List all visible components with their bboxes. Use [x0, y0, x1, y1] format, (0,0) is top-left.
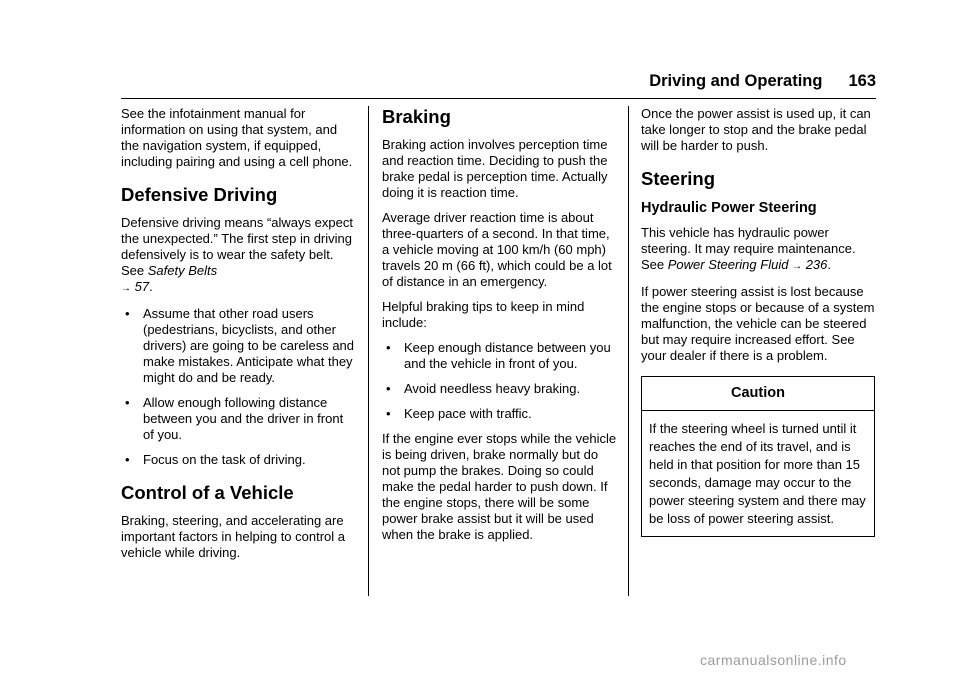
list-item-text: Focus on the task of driving. [143, 452, 306, 467]
watermark: carmanualsonline.info [700, 652, 847, 668]
bullet-icon: • [386, 406, 391, 421]
page-ref-arrow-icon: → [792, 261, 803, 272]
defensive-text: Defensive driving means “always expect the unexpected.” The first step in driving defensively is to wear the safety belt. See [121, 215, 353, 278]
control-paragraph: Braking, steering, and accelerating are important factors in helping to control a vehicle while driving. [121, 513, 346, 560]
link-power-steering-fluid-label: Power Steering Fluid [667, 257, 789, 272]
intro-paragraph: See the infotainment manual for information on using that system, and the navigation system, if equipped, including pairing and using a cell phone. [121, 106, 353, 169]
link-safety-belts-page: 57 [134, 279, 150, 294]
list-item [121, 452, 357, 468]
bullet-icon: • [386, 381, 391, 396]
bullet-icon: • [125, 306, 130, 321]
sentence-period: . [827, 257, 832, 272]
power-assist-paragraph: Once the power assist is used up, it can take longer to stop and the brake pedal will be harder to push. [641, 106, 871, 153]
list-item-text: Allow enough following distance between you and the driver in front of you. [143, 395, 344, 442]
bullet-icon: • [125, 395, 130, 410]
defensive-bullet-list [121, 306, 357, 468]
braking-bullet-list [382, 340, 618, 422]
column-2 [382, 106, 618, 552]
link-power-steering-fluid-page: 236 [805, 257, 828, 272]
caution-box [641, 376, 875, 537]
list-item-text: Keep pace with traffic. [404, 406, 532, 421]
caution-title: Caution [642, 377, 874, 411]
list-item [121, 395, 357, 443]
hydraulic-text: This vehicle has hydraulic power steering. It may require maintenance. See [641, 225, 856, 272]
assist-lost-paragraph: If power steering assist is lost because the engine stops or because of a system malfunction, the vehicle can be steered but may require increased effort. See your dealer if there is a problem. [641, 284, 875, 363]
page-header [600, 72, 876, 96]
bullet-icon: • [386, 340, 391, 355]
heading-control-of-vehicle: Control of a Vehicle [121, 482, 294, 503]
column-1 [121, 106, 357, 570]
column-divider-2 [628, 106, 629, 596]
heading-hydraulic-power-steering: Hydraulic Power Steering [641, 200, 817, 216]
link-safety-belts-label: Safety Belts [147, 263, 218, 278]
list-item [382, 340, 618, 372]
heading-braking: Braking [382, 106, 451, 127]
column-3 [641, 106, 877, 537]
page-ref-arrow-icon: → [121, 283, 131, 294]
list-item [121, 306, 357, 386]
heading-steering: Steering [641, 168, 716, 189]
link-power-steering-fluid[interactable] [668, 257, 828, 272]
column-divider-1 [368, 106, 369, 596]
list-item [382, 406, 618, 422]
caution-text: If the steering wheel is turned until it reaches the end of its travel, and is held in that position for more than 15 seconds, damage may occur to the power steering system and there may be loss of power steering assist. [649, 421, 866, 526]
braking-paragraph-4: If the engine ever stops while the vehicle is being driven, brake normally but do not pump the brakes. Doing so could make the pedal harder to push down. If the engine stops, there will be some power brake assist but it will be used when the brake is applied. [382, 431, 617, 542]
hydraulic-paragraph [641, 225, 877, 275]
bullet-icon: • [125, 452, 130, 467]
list-item [382, 381, 618, 397]
section-title: Driving and Operating [649, 72, 823, 90]
header-divider [121, 98, 876, 99]
heading-defensive-driving: Defensive Driving [121, 184, 278, 205]
list-item-text: Assume that other road users (pedestrians, bicyclists, and other drivers) are going to be careless and make mistakes. Anticipate what they might do and be ready. [143, 306, 355, 385]
list-item-text: Avoid needless heavy braking. [404, 381, 581, 396]
defensive-paragraph [121, 215, 357, 297]
page-number: 163 [848, 72, 876, 90]
sentence-period: . [149, 279, 153, 294]
braking-paragraph-2: Average driver reaction time is about three-quarters of a second. In that time, a vehicle moving at 100 km/h (60 mph) travels 20 m (66 ft), which could be a lot of distance in an emergency. [382, 210, 612, 289]
list-item-text: Keep enough distance between you and the vehicle in front of you. [404, 340, 611, 371]
braking-paragraph-1: Braking action involves perception time and reaction time. Deciding to push the brake pedal is perception time. Actually doing it is reaction time. [382, 137, 608, 200]
braking-paragraph-3: Helpful braking tips to keep in mind include: [382, 299, 585, 330]
